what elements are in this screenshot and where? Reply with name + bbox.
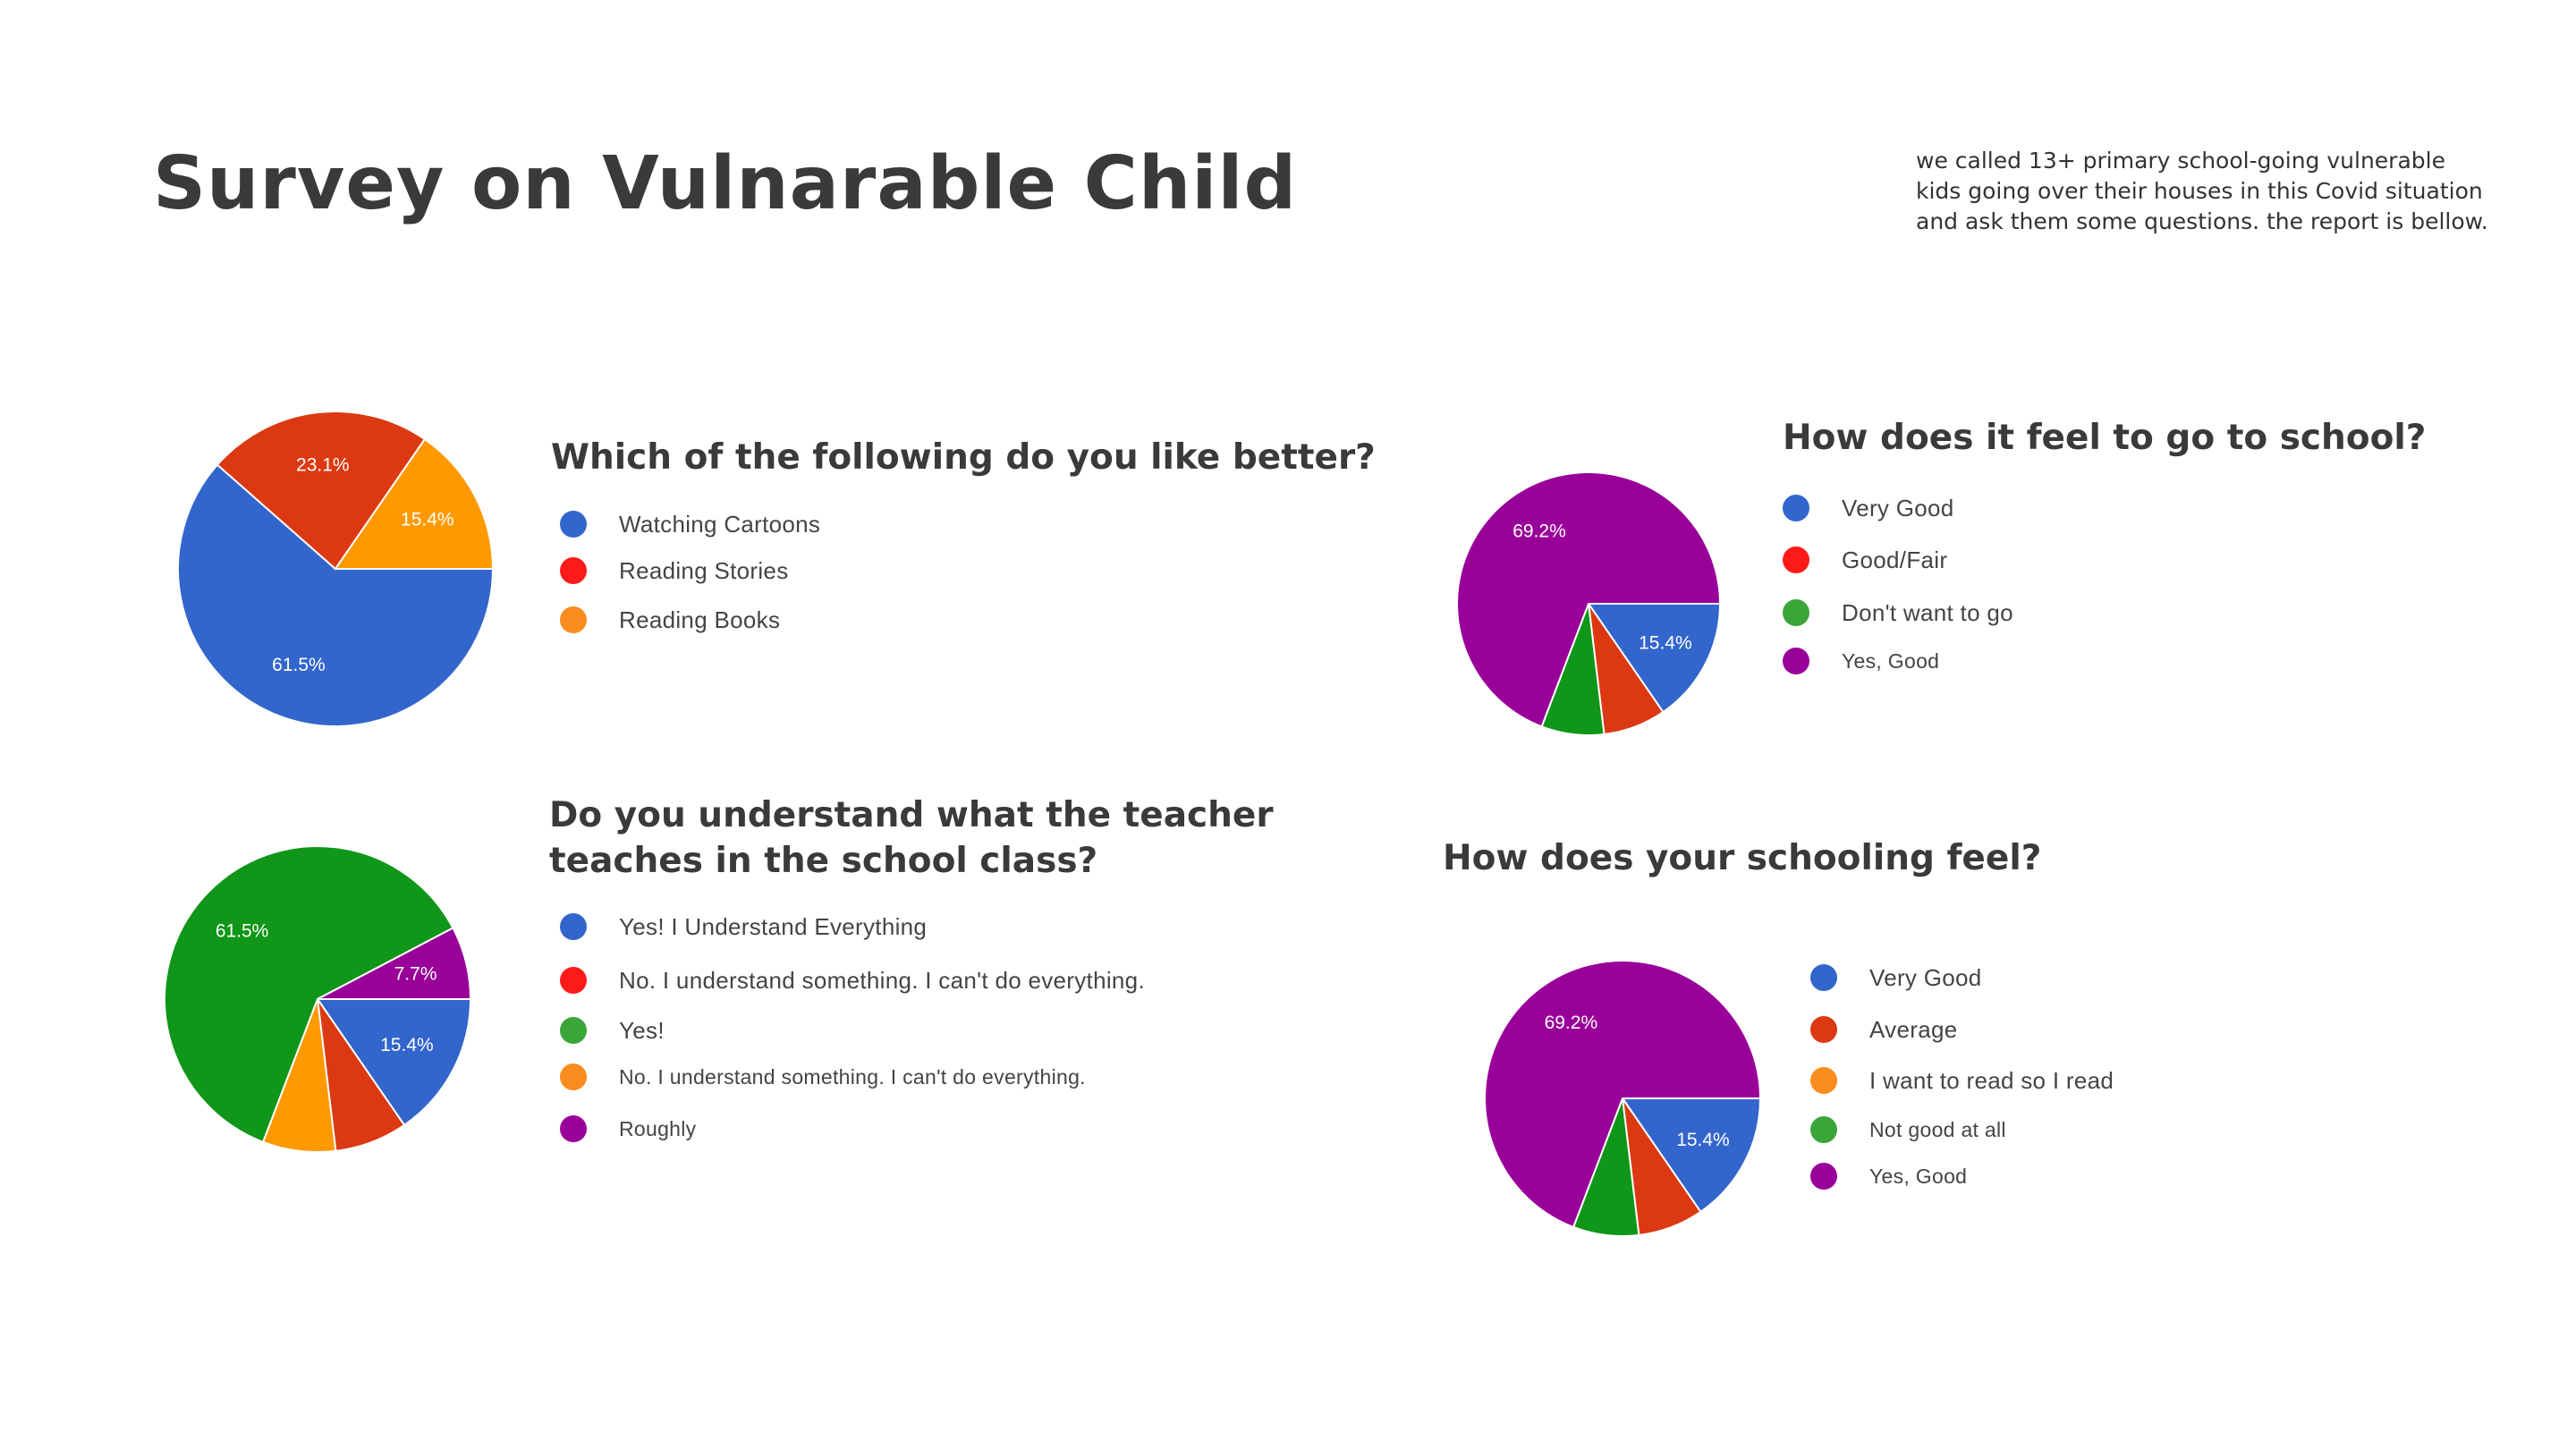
- legend-dot: [1810, 1016, 1837, 1043]
- legend-dot: [1810, 1163, 1837, 1190]
- legend-dot: [560, 557, 587, 584]
- page-title: Survey on Vulnarable Child: [153, 141, 1298, 226]
- pie-chart-feel-school: [1455, 470, 1722, 737]
- slice-label: 69.2%: [1513, 521, 1566, 542]
- slice-label: 15.4%: [380, 1035, 434, 1056]
- legend-dot: [560, 606, 587, 633]
- slice-label: 15.4%: [401, 509, 454, 530]
- legend-item: [560, 1059, 1086, 1095]
- legend-dot: [1783, 599, 1809, 626]
- legend-item: [1810, 960, 1982, 996]
- legend-label: Don't want to go: [1842, 598, 2013, 626]
- legend-label: I want to read so I read: [1869, 1066, 2114, 1094]
- legend: [1810, 960, 2258, 1201]
- legend-label: No. I understand something. I can't do everything.: [619, 1064, 1086, 1089]
- legend-item: [1810, 1112, 2006, 1148]
- legend-label: Reading Books: [619, 606, 781, 633]
- legend-item: [1783, 643, 1939, 679]
- legend: [560, 909, 1240, 1177]
- slice-label: 69.2%: [1544, 1012, 1598, 1033]
- pie-chart-likes: [176, 410, 495, 728]
- legend-dot: [1810, 1116, 1837, 1143]
- legend-label: Average: [1869, 1015, 1958, 1043]
- legend-label: Yes, Good: [1842, 648, 1940, 673]
- legend-label: Roughly: [619, 1116, 697, 1140]
- legend-dot: [1783, 547, 1809, 573]
- legend: [1783, 490, 2230, 687]
- intro-line: kids going over their houses in this Covid situation: [1916, 178, 2483, 204]
- chart-title: How does your schooling feel?: [1443, 838, 2042, 878]
- legend-item: [560, 1013, 665, 1048]
- legend-label: Very Good: [1869, 963, 1982, 991]
- legend-item: [560, 602, 780, 638]
- intro-text: [1916, 146, 2524, 237]
- legend-label: Watching Cartoons: [619, 510, 821, 538]
- chart-title: Which of the following do you like better?: [551, 437, 1376, 478]
- legend-item: [1783, 490, 1954, 526]
- slice-label: 15.4%: [1676, 1129, 1730, 1150]
- chart-title-line: teaches in the school class?: [549, 841, 1098, 881]
- legend-item: [560, 962, 1145, 998]
- legend-label: Yes! I Understand Everything: [619, 912, 928, 940]
- slice-label: 61.5%: [272, 655, 326, 676]
- chart-title: [549, 792, 1274, 884]
- legend-label: Not good at all: [1869, 1117, 2006, 1141]
- legend-dot: [1810, 964, 1837, 991]
- legend-item: [560, 506, 820, 542]
- legend-label: Yes, Good: [1869, 1164, 1968, 1188]
- slice-label: 7.7%: [394, 963, 437, 985]
- legend-dot: [560, 1063, 587, 1090]
- chart-title-line: Do you understand what the teacher: [549, 795, 1274, 835]
- slice-label: 23.1%: [296, 454, 350, 476]
- legend-dot: [560, 967, 587, 994]
- slice-label: 15.4%: [1639, 632, 1692, 654]
- legend-label: Reading Stories: [619, 556, 789, 584]
- legend-dot: [1783, 648, 1809, 674]
- legend-item: [1810, 1063, 2114, 1098]
- legend-dot: [1810, 1067, 1837, 1094]
- legend-label: Very Good: [1842, 494, 1954, 521]
- legend-dot: [560, 511, 587, 538]
- legend-item: [1810, 1012, 1957, 1047]
- legend-dot: [560, 1115, 587, 1142]
- intro-line: we called 13+ primary school-going vulnerable: [1916, 148, 2445, 174]
- legend: [560, 506, 1186, 649]
- legend-item: [560, 553, 789, 589]
- legend-dot: [560, 1017, 587, 1044]
- legend-item: [560, 909, 927, 945]
- chart-title: How does it feel to go to school?: [1783, 418, 2427, 458]
- legend-label: Good/Fair: [1842, 546, 1948, 573]
- legend-label: No. I understand something. I can't do everything.: [619, 966, 1145, 994]
- legend-label: Yes!: [619, 1016, 665, 1044]
- legend-item: [1810, 1158, 1967, 1194]
- pie-chart-schooling-feel: [1483, 959, 1762, 1238]
- intro-line: and ask them some questions. the report is bellow.: [1916, 208, 2488, 234]
- legend-item: [1783, 542, 1947, 578]
- pie-chart-understand-teacher: [163, 844, 472, 1154]
- slice-label: 61.5%: [215, 920, 269, 942]
- legend-dot: [560, 913, 587, 940]
- legend-item: [560, 1111, 697, 1147]
- legend-item: [1783, 595, 2013, 631]
- legend-dot: [1783, 495, 1809, 521]
